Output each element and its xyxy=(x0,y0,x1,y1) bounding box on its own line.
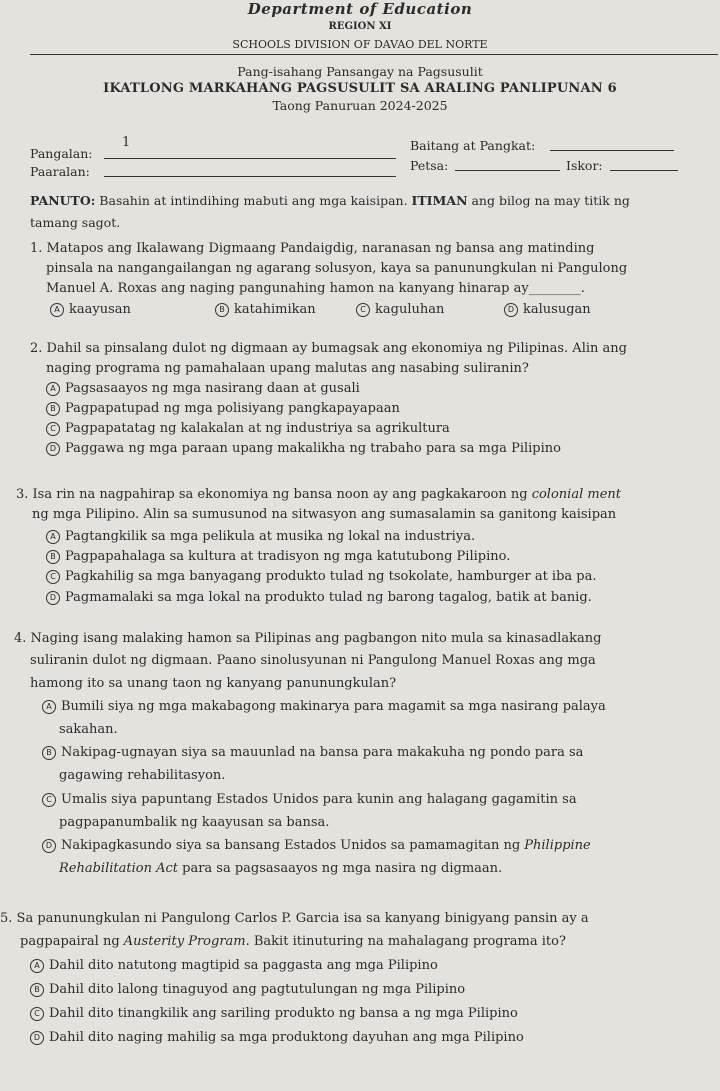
option-text: Paggawa ng mga paraan upang makalikha ng trabaho para sa mga Pilipino xyxy=(65,441,561,456)
department-heading: Department of Education xyxy=(247,0,473,18)
paaralan-field[interactable] xyxy=(104,176,396,177)
option-text: Nakipagkasundo siya sa bansang Estados Unidos sa pamamagitan ng xyxy=(61,838,525,853)
answer-bubble[interactable]: B xyxy=(42,746,56,760)
q3-option-d[interactable] xyxy=(46,588,592,607)
q4-line-1: 4. Naging isang malaking hamon sa Pilipinas ang pagbangon nito mula sa kinasadlakang xyxy=(14,631,602,646)
baitang-field[interactable] xyxy=(550,150,674,151)
q4-option-d[interactable] xyxy=(42,836,591,855)
q5-option-d[interactable] xyxy=(30,1028,524,1047)
answer-bubble[interactable]: D xyxy=(30,1031,44,1045)
instructions-text-d: tamang sagot. xyxy=(30,215,121,230)
pangalan-field[interactable] xyxy=(104,158,396,159)
option-text: Pagpapahalaga sa kultura at tradisyon ng mga katutubong Pilipino. xyxy=(65,549,511,564)
option-text: kaguluhan xyxy=(375,302,445,317)
answer-bubble[interactable]: C xyxy=(356,303,370,317)
answer-bubble[interactable]: D xyxy=(504,303,518,317)
q2-option-d[interactable] xyxy=(46,439,561,458)
answer-bubble[interactable]: A xyxy=(42,700,56,714)
baitang-label: Baitang at Pangkat: xyxy=(410,138,536,153)
answer-bubble[interactable]: D xyxy=(42,839,56,853)
paaralan-label: Paaralan: xyxy=(30,164,90,179)
school-year: Taong Panuruan 2024-2025 xyxy=(272,98,448,113)
q3-text: 3. Isa rin na nagpahirap sa ekonomiya ng bansa noon ay ang pagkakaroon ng xyxy=(16,487,532,502)
q4-option-c[interactable] xyxy=(42,790,577,809)
q4-option-a-cont: sakahan. xyxy=(59,722,118,737)
option-text: Pagpapatatag ng kalakalan at ng industriya sa agrikultura xyxy=(65,421,450,436)
q4-option-a[interactable] xyxy=(42,697,606,716)
q2-option-b[interactable] xyxy=(46,399,400,418)
answer-bubble[interactable]: A xyxy=(46,530,60,544)
instructions-text-c: ang bilog na may titik ng xyxy=(467,193,630,208)
q5-text: . Bakit itinuturing na mahalagang programa ito? xyxy=(245,934,566,949)
q1-line-1: 1. Matapos ang Ikalawang Digmaang Pandaigdig, naranasan ng bansa ang matinding xyxy=(30,241,595,256)
answer-bubble[interactable]: D xyxy=(46,442,60,456)
q3-option-b[interactable] xyxy=(46,547,510,566)
q5-line-2 xyxy=(20,932,566,951)
q3-line-2: ng mga Pilipino. Alin sa sumusunod na sitwasyon ang sumasalamin sa ganitong kaisipan xyxy=(32,507,617,522)
q5-text: pagpapairal ng xyxy=(20,934,124,949)
answer-bubble[interactable]: A xyxy=(46,382,60,396)
q5-line-1: 5. Sa panunungkulan ni Pangulong Carlos P. Garcia isa sa kanyang binigyang pansin ay a xyxy=(0,911,589,926)
q3-option-a[interactable] xyxy=(46,527,475,546)
q2-line-2: naging programa ng pamahalaan upang malutas ang nasabing suliranin? xyxy=(46,361,529,376)
q2-option-a[interactable] xyxy=(46,379,360,398)
q3-line-1 xyxy=(16,485,621,504)
answer-bubble[interactable]: C xyxy=(30,1007,44,1021)
q1-option-b[interactable] xyxy=(215,300,316,319)
answer-bubble[interactable]: B xyxy=(215,303,229,317)
option-text: Dahil dito tinangkilik ang sariling produkto ng bansa a ng mga Pilipino xyxy=(49,1006,518,1021)
q5-term: Austerity Program xyxy=(123,934,246,949)
option-text: Pagmamalaki sa mga lokal na produkto tulad ng barong tagalog, batik at banig. xyxy=(65,590,592,605)
option-text: Nakipag-ugnayan siya sa mauunlad na bansa para makakuha ng pondo para sa xyxy=(61,745,584,760)
option-text: para sa pagsasaayos ng mga nasira ng digmaan. xyxy=(177,861,503,876)
q1-option-d[interactable] xyxy=(504,300,591,319)
q4-line-3: hamong ito sa unang taon ng kanyang panunungkulan? xyxy=(30,676,397,691)
answer-bubble[interactable]: C xyxy=(42,793,56,807)
iskor-field[interactable] xyxy=(610,170,678,171)
petsa-label: Petsa: xyxy=(410,158,449,173)
test-type: Pang-isahang Pansangay na Pagsusulit xyxy=(237,64,483,79)
petsa-field[interactable] xyxy=(455,170,560,171)
header-divider xyxy=(30,54,718,55)
test-title: IKATLONG MARKAHANG PAGSUSULIT SA ARALING PANLIPUNAN 6 xyxy=(103,81,617,96)
option-text: kalusugan xyxy=(523,302,591,317)
option-term: Philippine xyxy=(524,838,591,853)
instructions-emphasis: ITIMAN xyxy=(411,193,468,208)
q3-option-c[interactable] xyxy=(46,567,597,586)
option-text: Pagkahilig sa mga banyagang produkto tulad ng tsokolate, hamburger at iba pa. xyxy=(65,569,597,584)
q3-term: colonial ment xyxy=(531,487,621,502)
option-text: Dahil dito natutong magtipid sa paggasta ang mga Pilipino xyxy=(49,958,438,973)
answer-bubble[interactable]: A xyxy=(30,959,44,973)
option-text: kaayusan xyxy=(69,302,131,317)
q5-option-c[interactable] xyxy=(30,1004,518,1023)
q1-option-c[interactable] xyxy=(356,300,444,319)
q2-line-1: 2. Dahil sa pinsalang dulot ng digmaan ay bumagsak ang ekonomiya ng Pilipinas. Alin ang xyxy=(30,341,627,356)
option-text: Pagpapatupad ng mga polisiyang pangkapayapaan xyxy=(65,401,400,416)
q4-line-2: suliranin dulot ng digmaan. Paano sinolusyunan ni Pangulong Manuel Roxas ang mga xyxy=(30,653,596,668)
option-text: Dahil dito naging mahilig sa mga produktong dayuhan ang mga Pilipino xyxy=(49,1030,524,1045)
option-text: Pagsasaayos ng mga nasirang daan at gusali xyxy=(65,381,360,396)
q2-option-c[interactable] xyxy=(46,419,450,438)
answer-bubble[interactable]: B xyxy=(46,550,60,564)
region-heading: REGION XI xyxy=(328,21,392,32)
answer-bubble[interactable]: C xyxy=(46,570,60,584)
answer-bubble[interactable]: A xyxy=(50,303,64,317)
option-text: katahimikan xyxy=(234,302,316,317)
pangalan-mark: 1 xyxy=(122,135,131,150)
option-text: Bumili siya ng mga makabagong makinarya para magamit sa mga nasirang palaya xyxy=(61,699,606,714)
q4-option-b[interactable] xyxy=(42,743,583,762)
instructions xyxy=(30,190,710,234)
q5-option-b[interactable] xyxy=(30,980,465,999)
option-text: Dahil dito lalong tinaguyod ang pagtutulungan ng mga Pilipino xyxy=(49,982,466,997)
q1-option-a[interactable] xyxy=(50,300,131,319)
q1-line-3: Manuel A. Roxas ang naging pangunahing hamon na kanyang hinarap ay________. xyxy=(46,281,585,296)
answer-bubble[interactable]: C xyxy=(46,422,60,436)
division-heading: SCHOOLS DIVISION OF DAVAO DEL NORTE xyxy=(232,38,488,51)
answer-bubble[interactable]: B xyxy=(46,402,60,416)
q1-line-2: pinsala na nangangailangan ng agarang solusyon, kaya sa panunungkulan ni Pangulong xyxy=(46,261,628,276)
answer-bubble[interactable]: D xyxy=(46,591,60,605)
q4-option-b-cont: gagawing rehabilitasyon. xyxy=(59,768,226,783)
answer-bubble[interactable]: B xyxy=(30,983,44,997)
instructions-label: PANUTO: xyxy=(30,193,96,208)
iskor-label: Iskor: xyxy=(566,158,603,173)
instructions-text-a: Basahin at intindihing mabuti ang mga kaisipan. xyxy=(95,193,412,208)
q4-option-d-cont xyxy=(59,859,502,878)
option-term: Rehabilitation Act xyxy=(59,861,178,876)
q4-option-c-cont: pagpapanumbalik ng kaayusan sa bansa. xyxy=(59,815,330,830)
option-text: Pagtangkilik sa mga pelikula at musika ng lokal na industriya. xyxy=(65,529,476,544)
q5-option-a[interactable] xyxy=(30,956,438,975)
option-text: Umalis siya papuntang Estados Unidos para kunin ang halagang gagamitin sa xyxy=(61,792,577,807)
pangalan-label: Pangalan: xyxy=(30,146,93,161)
